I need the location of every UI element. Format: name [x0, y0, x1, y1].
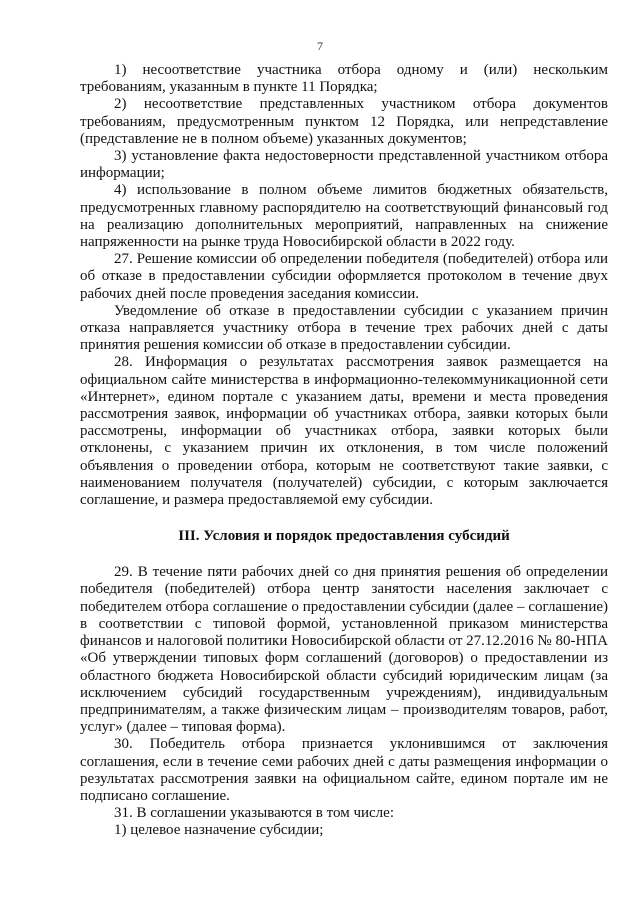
page-number: 7: [317, 39, 323, 53]
paragraph-criterion-2: 2) несоответствие представленных участником отбора документов требованиям, предусмотренным пунктом 12 Порядка, или непредставление (представление не в полном объеме) указанных документов;: [80, 96, 608, 147]
paragraph-clause-28: 28. Информация о результатах рассмотрения заявок размещается на официальном сайте министерства в информационно-телекоммуникационной сети «Интернет», едином портале с указанием даты, времени и места проведения рассмотрения заявок, информации об участниках отбора, заявки которых были рассмотрены, информации об участниках отбора, заявки которых были отклонены, с указанием причин их отклонения, в том числе положений объявления о проведении отбора, которым не соответствуют такие заявки, с наименованием получателя (получателей) субсидии, с которым заключается соглашение, и размера предоставляемой ему субсидии.: [80, 354, 608, 509]
paragraph-criterion-4: 4) использование в полном объеме лимитов бюджетных обязательств, предусмотренных главному распорядителю на соответствующий финансовый год на реализацию дополнительных мероприятий, направленных на снижение напряженности на рынке труда Новосибирской области в 2022 году.: [80, 182, 608, 251]
paragraph-clause-27: 27. Решение комиссии об определении победителя (победителей) отбора или об отказе в предоставлении субсидии оформляется протоколом в течение двух рабочих дней после проведения заседания комиссии.: [80, 251, 608, 302]
section-heading: III. Условия и порядок предоставления субсидий: [178, 528, 510, 545]
paragraph-agreement-item-1: 1) целевое назначение субсидии;: [114, 822, 324, 839]
page-content: [80, 62, 608, 840]
paragraph-criterion-3: 3) установление факта недостоверности представленной участником отбора информации;: [80, 148, 608, 182]
paragraph-refusal-notice: Уведомление об отказе в предоставлении субсидии с указанием причин отказа направляется участнику отбора в течение трех рабочих дней с даты принятия решения комиссии об отказе в предоставлении субсидии.: [80, 302, 608, 354]
paragraph-clause-31: 31. В соглашении указываются в том числе:: [114, 805, 394, 822]
paragraph-criterion-1: 1) несоответствие участника отбора одному и (или) нескольким требованиям, указанным в пункте 11 Порядка;: [80, 62, 608, 96]
paragraph-clause-29: 29. В течение пяти рабочих дней со дня принятия решения об определении победителя (победителей) отбора центр занятости населения заключает с победителем отбора соглашение о предоставлении субсидии (далее – соглашение) в соответствии с типовой формой, установленной приказом министерства финансов и налоговой политики Новосибирской области от 27.12.2016 № 80-НПА «Об утверждении типовых форм соглашений (договоров) о предоставлении из областного бюджета Новосибирской области субсидий юридическим лицам (за исключением субсидий государственным учреждениям), индивидуальным предпринимателям, а также физическим лицам – производителям товаров, работ, услуг» (далее – типовая форма).: [80, 564, 608, 736]
paragraph-clause-30: 30. Победитель отбора признается уклонившимся от заключения соглашения, если в течение семи рабочих дней с даты размещения информации о результатах рассмотрения заявки на официальном сайте, едином портале им не подписано соглашение.: [80, 736, 608, 804]
